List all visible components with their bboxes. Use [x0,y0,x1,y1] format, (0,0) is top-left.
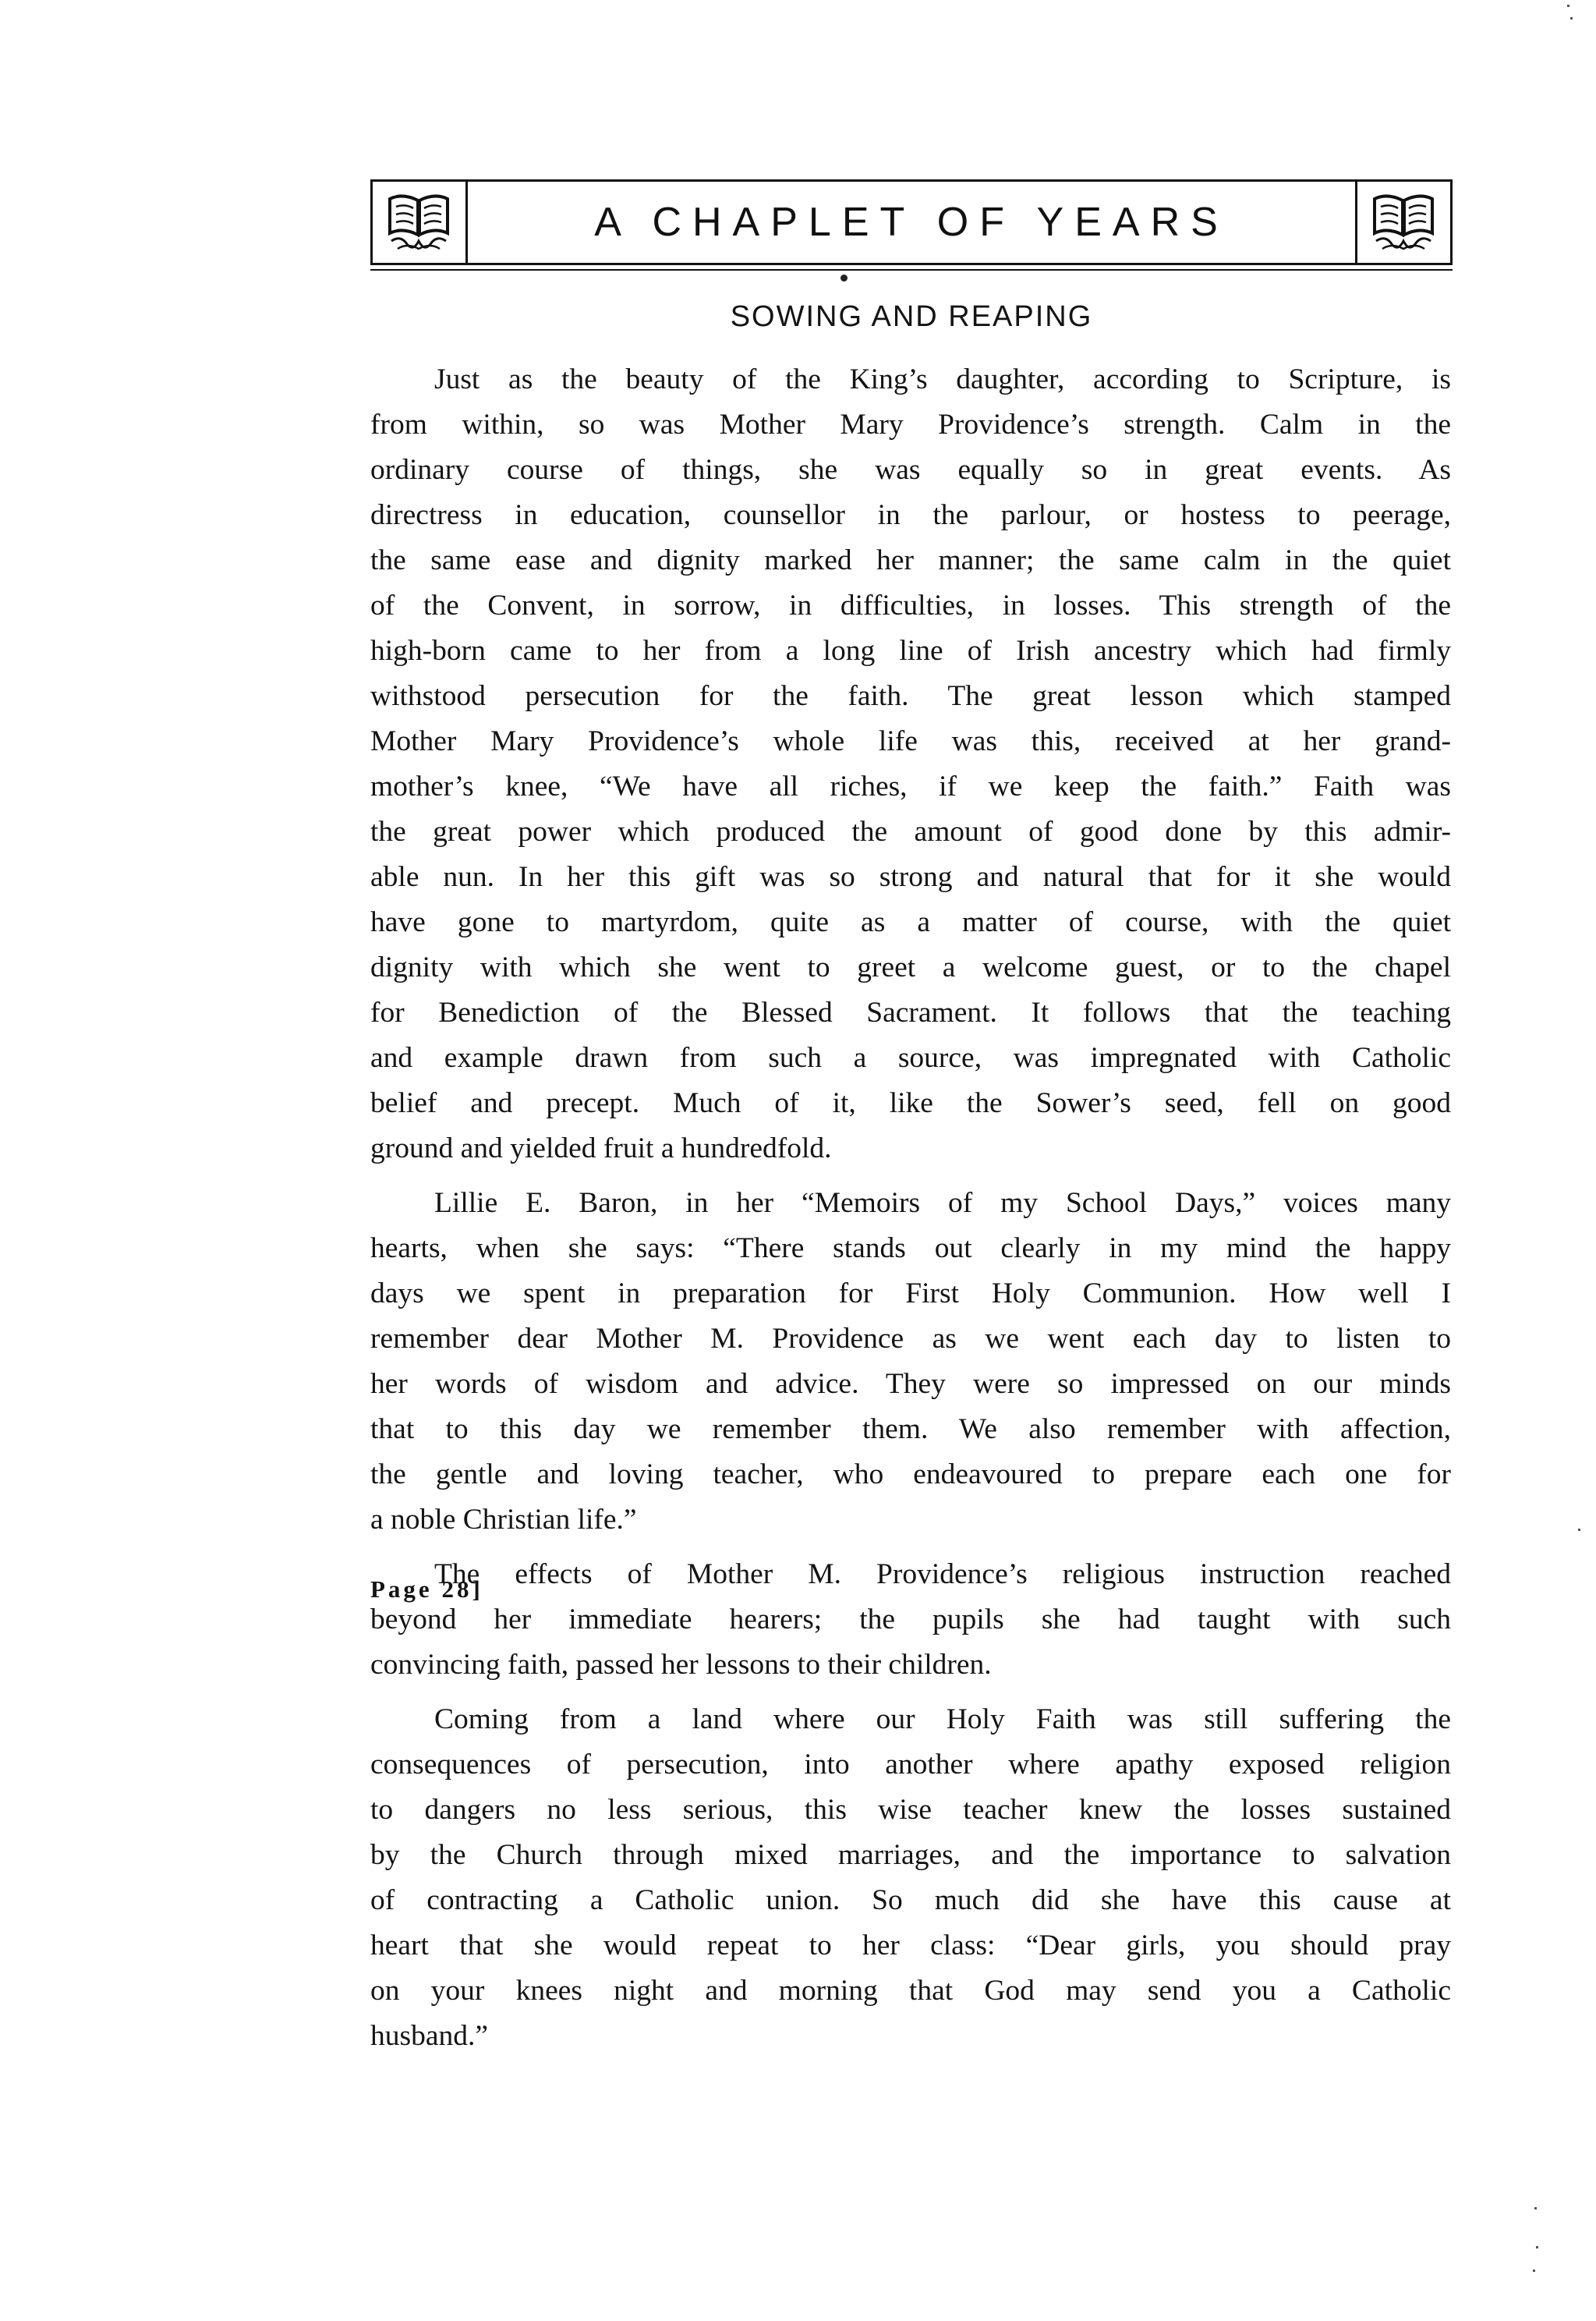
text-line: to dangers no less serious, this wise teacher knew the losses sustained [370,1794,1451,1826]
header-title: A CHAPLET OF YEARS [594,200,1229,245]
text-line: heart that she would repeat to her class: “Dear girls, you should pray [370,1929,1451,1961]
ornament-dot [840,275,848,282]
text-line: consequences of persecution, into another where apathy exposed religion [370,1749,1451,1781]
paragraph [370,1697,1451,2059]
text-line: the great power which produced the amount of good done by this admir- [370,816,1451,848]
text-line: Just as the beauty of the King’s daughter, according to Scripture, is [434,363,1451,395]
book-ornament-icon [384,190,454,255]
text-line: able nun. In her this gift was so strong and natural that for it she would [370,861,1451,893]
text-line: her words of wisdom and advice. They were so impressed on our minds [370,1368,1451,1400]
text-line: beyond her immediate hearers; the pupils she had taught with such [370,1603,1451,1635]
text-line: a noble Christian life.” [370,1504,637,1536]
text-line: hearts, when she says: “There stands out clearly in my mind the happy [370,1232,1451,1264]
text-line: on your knees night and morning that God may send you a Catholic [370,1975,1451,2007]
text-line: dignity with which she went to greet a welcome guest, or to the chapel [370,951,1451,983]
page-number: Page 28] [370,1575,483,1603]
text-line: mother’s knee, “We have all riches, if we keep the faith.” Faith was [370,771,1451,803]
text-line: remember dear Mother M. Providence as we went each day to listen to [370,1323,1451,1355]
scan-speck [1578,1529,1580,1531]
text-line: Coming from a land where our Holy Faith was still suffering the [434,1703,1451,1735]
right-ornament [1355,182,1450,263]
section-title: SOWING AND REAPING [730,300,1093,333]
header-rule [370,269,1453,271]
text-line: directress in education, counsellor in the parlour, or hostess to peerage, [370,499,1451,531]
text-line: from within, so was Mother Mary Providence’s strength. Calm in the [370,409,1451,441]
text-line: The effects of Mother M. Providence’s religious instruction reached [434,1558,1451,1590]
scan-speck [1534,2207,1537,2209]
left-ornament [373,182,468,263]
text-line: Lillie E. Baron, in her “Memoirs of my School Days,” voices many [434,1187,1451,1219]
book-ornament-icon [1368,190,1439,255]
text-line: the same ease and dignity marked her manner; the same calm in the quiet [370,544,1451,576]
text-line: that to this day we remember them. We also remember with affection, [370,1413,1451,1445]
text-line: of the Convent, in sorrow, in difficulties, in losses. This strength of the [370,590,1451,622]
paragraph [370,1181,1451,1543]
text-line: convincing faith, passed her lessons to their children. [370,1649,992,1681]
paragraph [370,1552,1451,1688]
text-line: withstood persecution for the faith. The great lesson which stamped [370,680,1451,712]
text-line: and example drawn from such a source, was impregnated with Catholic [370,1042,1451,1074]
scan-speck [1570,17,1573,19]
text-line: have gone to martyrdom, quite as a matter of course, with the quiet [370,906,1451,938]
text-line: for Benediction of the Blessed Sacrament. It follows that the teaching [370,997,1451,1029]
scan-speck [1567,5,1569,7]
text-line: of contracting a Catholic union. So much did she have this cause at [370,1884,1451,1916]
body-text [370,357,1451,2068]
text-line: husband.” [370,2020,489,2052]
text-line: days we spent in preparation for First Holy Communion. How well I [370,1277,1451,1309]
scan-speck [1536,2246,1538,2248]
text-line: ground and yielded fruit a hundredfold. [370,1132,832,1164]
paragraph [370,357,1451,1171]
text-line: belief and precept. Much of it, like the Sower’s seed, fell on good [370,1087,1451,1119]
text-line: ordinary course of things, she was equally so in great events. As [370,454,1451,486]
running-header [370,179,1453,265]
scan-speck [1533,2270,1535,2272]
text-line: by the Church through mixed marriages, and the importance to salvation [370,1839,1451,1871]
text-line: high-born came to her from a long line of Irish ancestry which had firmly [370,635,1451,667]
text-line: the gentle and loving teacher, who endeavoured to prepare each one for [370,1458,1451,1490]
text-line: Mother Mary Providence’s whole life was this, received at her grand- [370,725,1451,757]
